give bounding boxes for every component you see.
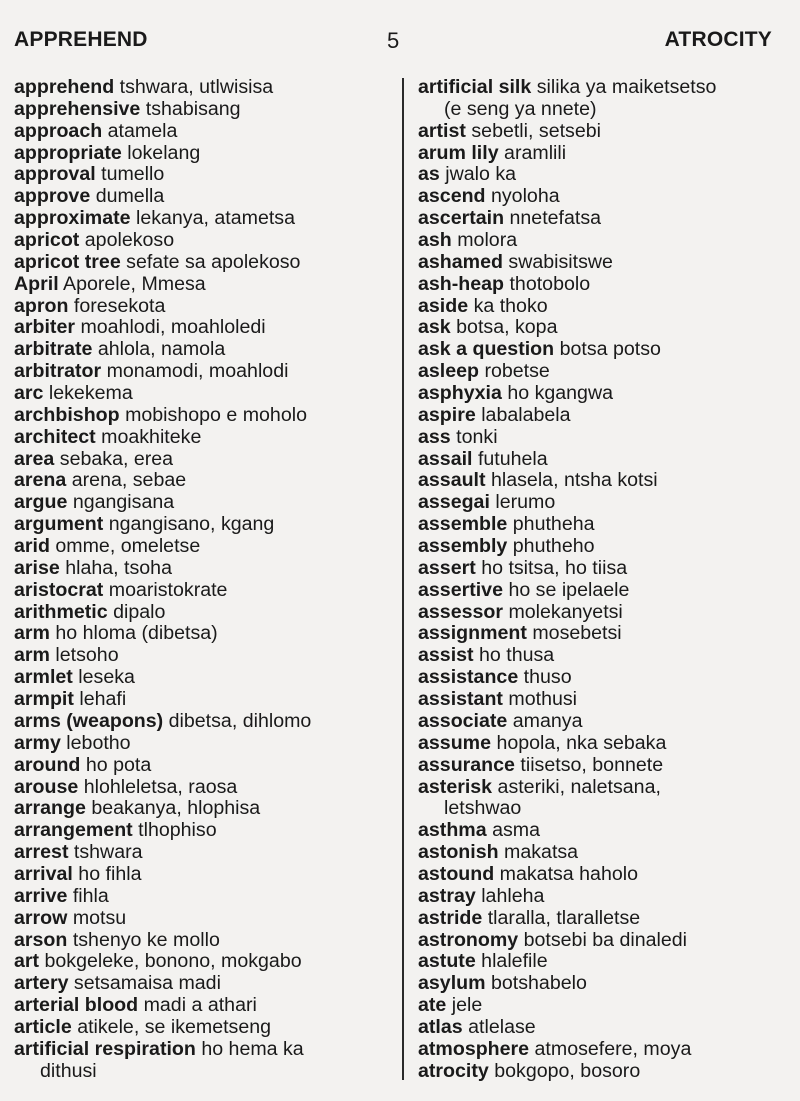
dictionary-entry	[14, 449, 392, 471]
translation: ho pota	[85, 753, 152, 776]
headword: apprehensive	[14, 97, 141, 120]
dictionary-entry	[14, 864, 392, 886]
translation: hlohleletsa, raosa	[83, 775, 238, 798]
dictionary-entry	[14, 733, 392, 755]
dictionary-entry	[14, 492, 392, 514]
dictionary-entry	[14, 252, 392, 274]
headword: atmosphere	[418, 1037, 530, 1060]
headword: arterial blood	[14, 994, 139, 1017]
translation: beakanya, hlophisa	[91, 797, 261, 820]
headword: ascertain	[418, 207, 505, 230]
headword: architect	[14, 425, 96, 448]
headword: arithmetic	[14, 600, 108, 623]
dictionary-entry	[418, 536, 794, 558]
headword: arbiter	[14, 316, 75, 339]
dictionary-entry	[14, 798, 392, 820]
headword: arson	[14, 928, 68, 951]
translation: madi a athari	[143, 994, 257, 1017]
headword: army	[14, 731, 61, 754]
translation: hopola, nka sebaka	[496, 731, 667, 754]
headword: arise	[14, 556, 60, 579]
dictionary-entry	[14, 514, 392, 536]
translation-continuation: (e seng ya nnete)	[444, 97, 597, 120]
left-guide-word: APPREHEND	[14, 28, 148, 51]
translation: molora	[457, 229, 518, 252]
translation: silika ya maiketsetso	[536, 76, 717, 98]
dictionary-entry	[418, 186, 794, 208]
dictionary-entry	[14, 842, 392, 864]
dictionary-entry	[14, 143, 392, 165]
translation: makatsa haholo	[499, 862, 638, 885]
headword: asterisk	[418, 775, 493, 798]
translation: futuhela	[477, 447, 548, 470]
translation: lekekema	[48, 382, 133, 405]
translation: tlhophiso	[138, 819, 217, 842]
dictionary-entry	[418, 252, 794, 274]
translation: letsoho	[55, 644, 119, 667]
dictionary-entry	[418, 317, 794, 339]
dictionary-entry	[418, 427, 794, 449]
dictionary-entry	[418, 820, 794, 842]
dictionary-entry	[418, 951, 794, 973]
translation: aramlili	[504, 141, 567, 164]
headword: area	[14, 447, 55, 470]
translation: tshwara	[73, 841, 143, 864]
headword: arid	[14, 535, 50, 558]
headword: artist	[418, 119, 466, 142]
dictionary-entry	[418, 995, 794, 1017]
headword: assault	[418, 469, 486, 492]
translation: ngangisana	[72, 491, 175, 514]
headword: arouse	[14, 775, 79, 798]
dictionary-entry	[14, 99, 392, 121]
translation: mobishopo e moholo	[125, 403, 307, 426]
headword: ass	[418, 425, 451, 448]
dictionary-entry	[14, 208, 392, 230]
dictionary-entry	[14, 296, 392, 318]
headword: asthma	[418, 819, 487, 842]
dictionary-entry	[418, 645, 794, 667]
translation: tlaralla, tlaralletse	[487, 906, 641, 929]
headword: assistant	[418, 688, 503, 711]
translation: atamela	[107, 119, 178, 142]
dictionary-entry	[14, 361, 392, 383]
dictionary-entry	[418, 886, 794, 908]
translation: ho thusa	[479, 644, 555, 667]
translation: lokelang	[127, 141, 201, 164]
translation: ho hloma (dibetsa)	[55, 622, 218, 645]
dictionary-entry	[418, 361, 794, 383]
dictionary-entry	[418, 339, 794, 361]
headword: arrival	[14, 862, 73, 885]
headword: arrangement	[14, 819, 133, 842]
dictionary-entry	[14, 820, 392, 842]
dictionary-entry	[418, 623, 794, 645]
dictionary-entry	[418, 908, 794, 930]
headword: aristocrat	[14, 578, 104, 601]
dictionary-entry	[418, 121, 794, 143]
dictionary-entry	[14, 645, 392, 667]
translation: foresekota	[73, 294, 166, 317]
translation: tumello	[101, 163, 165, 186]
headword: approach	[14, 119, 103, 142]
translation: jwalo ka	[445, 163, 517, 186]
headword: ate	[418, 994, 447, 1017]
dictionary-entry	[14, 470, 392, 492]
translation: nyoloha	[490, 185, 560, 208]
headword: armpit	[14, 688, 74, 711]
translation: tshwara, utlwisisa	[119, 76, 274, 98]
dictionary-entry	[14, 77, 392, 99]
translation: omme, omeletse	[55, 535, 201, 558]
dictionary-entry	[14, 1017, 392, 1039]
headword: assail	[418, 447, 473, 470]
translation: tshabisang	[145, 97, 241, 120]
translation: asteriki, naletsana,	[497, 775, 661, 798]
dictionary-entry	[14, 274, 392, 296]
dictionary-entry	[14, 711, 392, 733]
headword: armlet	[14, 666, 73, 689]
dictionary-entry	[418, 1017, 794, 1039]
headword: asylum	[418, 972, 486, 995]
headword: argument	[14, 513, 104, 536]
dictionary-entry	[418, 864, 794, 886]
headword: arrange	[14, 797, 86, 820]
dictionary-entry	[14, 995, 392, 1017]
headword: archbishop	[14, 403, 120, 426]
translation: asma	[492, 819, 540, 842]
translation: Aporele, Mmesa	[63, 272, 206, 295]
dictionary-entry	[418, 689, 794, 711]
dictionary-entry	[418, 602, 794, 624]
dictionary-entry	[14, 777, 392, 799]
translation: lekanya, atametsa	[135, 207, 295, 230]
dictionary-entry	[418, 164, 794, 186]
translation: mosebetsi	[532, 622, 622, 645]
dictionary-entry	[14, 908, 392, 930]
headword: ask	[418, 316, 451, 339]
headword: arm	[14, 644, 50, 667]
dictionary-entry	[14, 930, 392, 952]
headword: atrocity	[418, 1059, 489, 1082]
translation: amanya	[512, 709, 583, 732]
headword: approval	[14, 163, 96, 186]
dictionary-entry	[14, 973, 392, 995]
dictionary-entry	[418, 492, 794, 514]
dictionary-entry	[14, 427, 392, 449]
headword: assignment	[418, 622, 527, 645]
translation: moakhiteke	[101, 425, 202, 448]
headword: arena	[14, 469, 67, 492]
headword: arrive	[14, 884, 68, 907]
headword: arbitrator	[14, 360, 102, 383]
translation: thotobolo	[509, 272, 591, 295]
headword: astronomy	[418, 928, 519, 951]
headword: astute	[418, 950, 476, 973]
translation: ho tsitsa, ho tiisa	[481, 556, 628, 579]
headword: atlas	[418, 1015, 463, 1038]
dictionary-entry	[418, 580, 794, 602]
dictionary-entry	[418, 558, 794, 580]
translation: phutheha	[512, 513, 595, 536]
translation: sefate sa apolekoso	[126, 250, 301, 273]
headword: arc	[14, 382, 44, 405]
translation: phutheho	[512, 535, 595, 558]
translation: robetse	[484, 360, 550, 383]
dictionary-entry	[14, 558, 392, 580]
translation: atlelase	[468, 1015, 536, 1038]
headword: assembly	[418, 535, 508, 558]
headword: ascend	[418, 185, 486, 208]
dictionary-entry	[14, 623, 392, 645]
translation: hlasela, ntsha kotsi	[490, 469, 658, 492]
headword: aspire	[418, 403, 476, 426]
translation: bokgopo, bosoro	[494, 1059, 641, 1082]
headword: assurance	[418, 753, 515, 776]
dictionary-entry	[418, 208, 794, 230]
dictionary-entry	[14, 755, 392, 777]
headword: astride	[418, 906, 483, 929]
translation: ka thoko	[473, 294, 548, 317]
translation: sebetli, setsebi	[471, 119, 601, 142]
headword: apricot	[14, 229, 80, 252]
headword: apprehend	[14, 76, 115, 98]
dictionary-entry	[418, 1061, 794, 1083]
dictionary-entry	[14, 405, 392, 427]
translation: mothusi	[508, 688, 578, 711]
translation: labalabela	[481, 403, 571, 426]
translation: dipalo	[113, 600, 166, 623]
translation: makatsa	[504, 841, 579, 864]
translation: arena, sebae	[71, 469, 187, 492]
dictionary-entry	[14, 689, 392, 711]
dictionary-entry	[14, 580, 392, 602]
dictionary-entry	[418, 930, 794, 952]
dictionary-entry	[14, 317, 392, 339]
dictionary-entry	[418, 842, 794, 864]
dictionary-entry	[418, 405, 794, 427]
dictionary-entry	[14, 186, 392, 208]
translation: botsa potso	[559, 338, 661, 361]
dictionary-entry	[418, 77, 794, 99]
dictionary-entry	[418, 733, 794, 755]
headword: assume	[418, 731, 491, 754]
translation-continuation: dithusi	[40, 1059, 97, 1082]
headword: arum lily	[418, 141, 499, 164]
dictionary-entry	[14, 951, 392, 973]
translation: jele	[451, 994, 483, 1017]
translation-continuation: letshwao	[444, 797, 522, 820]
dictionary-entry	[14, 121, 392, 143]
right-column	[418, 77, 794, 1083]
translation: moahlodi, moahloledi	[80, 316, 266, 339]
dictionary-entry	[418, 755, 794, 777]
headword: assert	[418, 556, 476, 579]
headword: asleep	[418, 360, 480, 383]
translation: tonki	[456, 425, 498, 448]
dictionary-entry	[14, 164, 392, 186]
translation: atikele, se ikemetseng	[77, 1015, 272, 1038]
headword: arrest	[14, 841, 69, 864]
translation: ho se ipelaele	[508, 578, 630, 601]
translation: lehafi	[79, 688, 127, 711]
headword: around	[14, 753, 81, 776]
dictionary-entry	[14, 1039, 392, 1061]
dictionary-entry	[418, 449, 794, 471]
headword: astray	[418, 884, 476, 907]
headword: artificial respiration	[14, 1037, 196, 1060]
headword: arrow	[14, 906, 68, 929]
headword: ash-heap	[418, 272, 505, 295]
headword: artificial silk	[418, 76, 532, 98]
dictionary-entry	[418, 230, 794, 252]
translation: thuso	[523, 666, 572, 689]
dictionary-entry	[418, 777, 794, 799]
translation: lahleha	[481, 884, 545, 907]
translation: botsa, kopa	[456, 316, 558, 339]
translation: monamodi, moahlodi	[106, 360, 289, 383]
translation: hlaha, tsoha	[65, 556, 172, 579]
headword: artery	[14, 972, 69, 995]
left-column	[14, 77, 392, 1083]
right-guide-word: ATROCITY	[664, 28, 772, 51]
translation: lebotho	[66, 731, 131, 754]
headword: as	[418, 163, 440, 186]
headword: astonish	[418, 841, 499, 864]
headword: arbitrate	[14, 338, 93, 361]
dictionary-entry	[14, 886, 392, 908]
translation: dibetsa, dihlomo	[168, 709, 312, 732]
headword: April	[14, 272, 59, 295]
dictionary-entry	[14, 667, 392, 689]
headword: article	[14, 1015, 72, 1038]
headword: approve	[14, 185, 91, 208]
translation: swabisitswe	[508, 250, 613, 273]
dictionary-entry	[14, 339, 392, 361]
headword: ash	[418, 229, 452, 252]
translation: tshenyo ke mollo	[72, 928, 220, 951]
translation: lerumo	[495, 491, 556, 514]
headword: astound	[418, 862, 495, 885]
dictionary-entry	[418, 1039, 794, 1061]
translation: fihla	[72, 884, 109, 907]
headword: assertive	[418, 578, 503, 601]
dictionary-entry	[418, 711, 794, 733]
headword: ashamed	[418, 250, 503, 273]
headword: ask a question	[418, 338, 555, 361]
headword: assessor	[418, 600, 503, 623]
headword: aside	[418, 294, 469, 317]
dictionary-entry	[418, 274, 794, 296]
translation: apolekoso	[84, 229, 175, 252]
headword: arm	[14, 622, 50, 645]
dictionary-entry	[14, 383, 392, 405]
headword: associate	[418, 709, 508, 732]
translation: hlalefile	[481, 950, 548, 973]
headword: apricot tree	[14, 250, 121, 273]
dictionary-entry	[418, 470, 794, 492]
translation: atmosefere, moya	[534, 1037, 692, 1060]
headword: appropriate	[14, 141, 122, 164]
headword: assist	[418, 644, 474, 667]
translation: ngangisano, kgang	[108, 513, 275, 536]
dictionary-entry	[418, 383, 794, 405]
translation: motsu	[72, 906, 127, 929]
translation: botshabelo	[490, 972, 587, 995]
column-divider	[402, 78, 404, 1080]
translation: moaristokrate	[108, 578, 228, 601]
translation: sebaka, erea	[59, 447, 174, 470]
dictionary-entry	[14, 230, 392, 252]
translation: ho fihla	[78, 862, 142, 885]
dictionary-entry	[418, 667, 794, 689]
translation: nnetefatsa	[509, 207, 602, 230]
page-number: 5	[387, 28, 400, 53]
dictionary-entry	[14, 536, 392, 558]
dictionary-entry	[418, 973, 794, 995]
dictionary-entry	[14, 602, 392, 624]
headword: art	[14, 950, 40, 973]
headword: argue	[14, 491, 68, 514]
dictionary-entry	[418, 514, 794, 536]
translation: bokgeleke, bonono, mokgabo	[44, 950, 302, 973]
translation: ho hema ka	[201, 1037, 304, 1060]
headword: assemble	[418, 513, 508, 536]
translation: leseka	[78, 666, 135, 689]
headword: assistance	[418, 666, 519, 689]
translation: tiisetso, bonnete	[520, 753, 664, 776]
translation: botsebi ba dinaledi	[523, 928, 688, 951]
headword: asphyxia	[418, 382, 502, 405]
translation: molekanyetsi	[508, 600, 623, 623]
headword: apron	[14, 294, 69, 317]
translation: ho kgangwa	[507, 382, 613, 405]
dictionary-entry	[418, 296, 794, 318]
headword: arms (weapons)	[14, 709, 164, 732]
translation: ahlola, namola	[97, 338, 226, 361]
headword: approximate	[14, 207, 131, 230]
dictionary-entry	[418, 143, 794, 165]
translation: setsamaisa madi	[73, 972, 221, 995]
headword: assegai	[418, 491, 490, 514]
translation: dumella	[95, 185, 165, 208]
